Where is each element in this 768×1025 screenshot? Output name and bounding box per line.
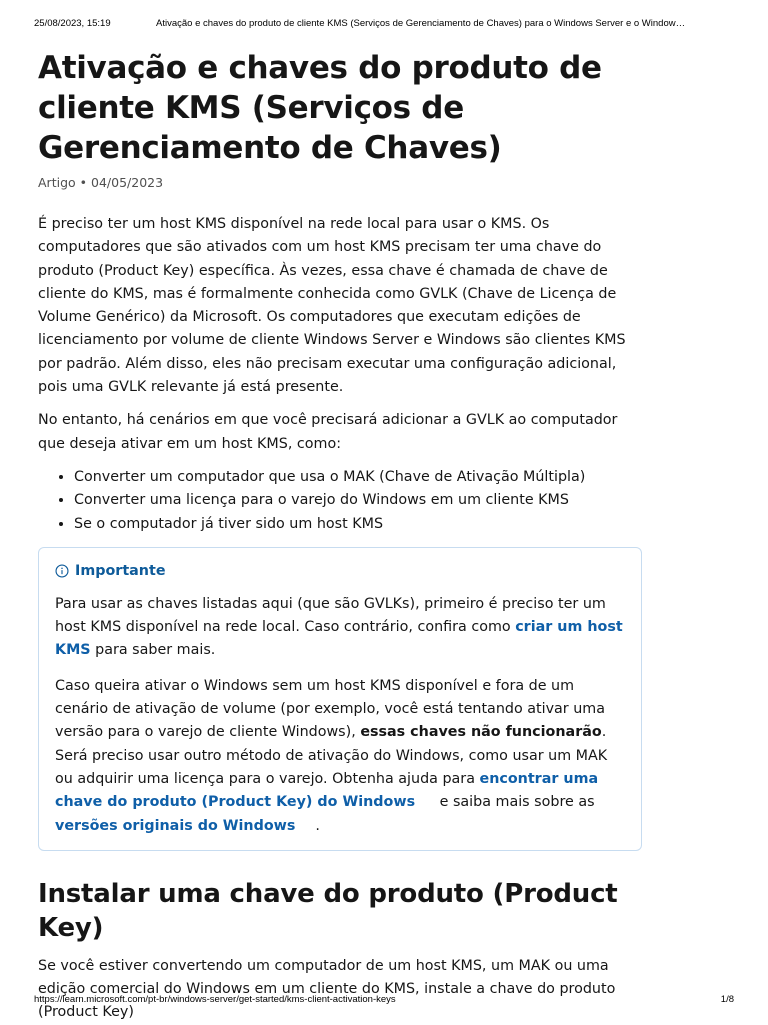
important-callout bbox=[38, 547, 642, 851]
callout-header bbox=[55, 561, 625, 581]
list-item: • Converter uma licença para o varejo do Windows em um cliente KMS bbox=[74, 489, 642, 512]
callout-text: para saber mais. bbox=[90, 642, 216, 659]
callout-text: . bbox=[315, 817, 320, 834]
print-document-title: Ativação e chaves do produto de cliente KMS (Serviços de Gerenciamento de Chaves) para o Windows Server e o Window… bbox=[156, 18, 686, 29]
callout-title: Importante bbox=[75, 562, 166, 579]
section-heading: Instalar uma chave do produto (Product Key) bbox=[38, 878, 618, 943]
callout-paragraph-1 bbox=[55, 593, 625, 663]
print-timestamp: 25/08/2023, 15:19 bbox=[34, 18, 111, 29]
intro-paragraph: É preciso ter um host KMS disponível na rede local para usar o KMS. Os computadores que são ativados com um host KMS precisam ter uma chave do produto (Product Key) específica. Às vezes, essa chave é chamada de chave de cliente do KMS, mas é formalmente conhecida como GVLK (Chave de Licença de Volume Genérico) da Microsoft. Os computadores que executam edições de licenciamento por volume de cliente Windows Server e Windows são clientes KMS por padrão. Além disso, eles não precisam executar uma configuração adicional, pois uma GVLK relevante já está presente. bbox=[38, 216, 626, 396]
scenarios-list bbox=[38, 466, 642, 536]
article-type: Artigo bbox=[38, 175, 76, 190]
meta-separator: • bbox=[79, 175, 88, 190]
callout-text: . Será preciso usar outro método de ativação do Windows, como usar um MAK ou adquirir uma licença para o varejo. Obtenha ajuda para bbox=[55, 724, 608, 787]
create-kms-host-link[interactable]: criar um host KMS bbox=[55, 619, 623, 659]
article-meta bbox=[38, 175, 642, 193]
callout-text: Caso queira ativar o Windows sem um host KMS disponível e fora de um cenário de ativação de volume (por exemplo, você está tentando ativar uma versão para o varejo de cliente Windows), bbox=[55, 677, 605, 741]
article-title: Ativação e chaves do produto de cliente KMS (Serviços de Gerenciamento de Chaves) bbox=[38, 50, 602, 166]
install-key-paragraph: Se você estiver convertendo um computador de um host KMS, um MAK ou uma edição comercial do Windows em um cliente do KMS, instale a chave do produto (Product Key) bbox=[38, 957, 616, 1021]
genuine-windows-link[interactable]: versões originais do Windows bbox=[55, 817, 296, 834]
callout-text: Para usar as chaves listadas aqui (que são GVLKs), primeiro é preciso ter um host KMS disponível na rede local. Caso contrário, confira como bbox=[55, 595, 606, 636]
callout-text: e saiba mais sobre as bbox=[435, 794, 595, 811]
find-product-key-link[interactable]: encontrar uma chave do produto (Product Key) do Windows bbox=[55, 770, 599, 811]
list-item: • Converter um computador que usa o MAK (Chave de Ativação Múltipla) bbox=[74, 466, 642, 489]
callout-bold-text: essas chaves não funcionarão bbox=[360, 724, 602, 741]
article bbox=[38, 48, 642, 1025]
print-footer bbox=[34, 994, 734, 1008]
callout-paragraph-2 bbox=[55, 675, 625, 838]
scenarios-paragraph: No entanto, há cenários em que você precisará adicionar a GVLK ao computador que deseja ativar em um host KMS, como: bbox=[38, 412, 618, 452]
info-circle-icon bbox=[55, 564, 69, 578]
article-date: 04/05/2023 bbox=[91, 175, 164, 190]
print-url: https://learn.microsoft.com/pt-br/windows-server/get-started/kms-client-activation-keys bbox=[34, 994, 396, 1005]
list-item: • Se o computador já tiver sido um host KMS bbox=[74, 513, 642, 536]
page-number: 1/8 bbox=[720, 994, 734, 1005]
print-header bbox=[34, 18, 734, 32]
